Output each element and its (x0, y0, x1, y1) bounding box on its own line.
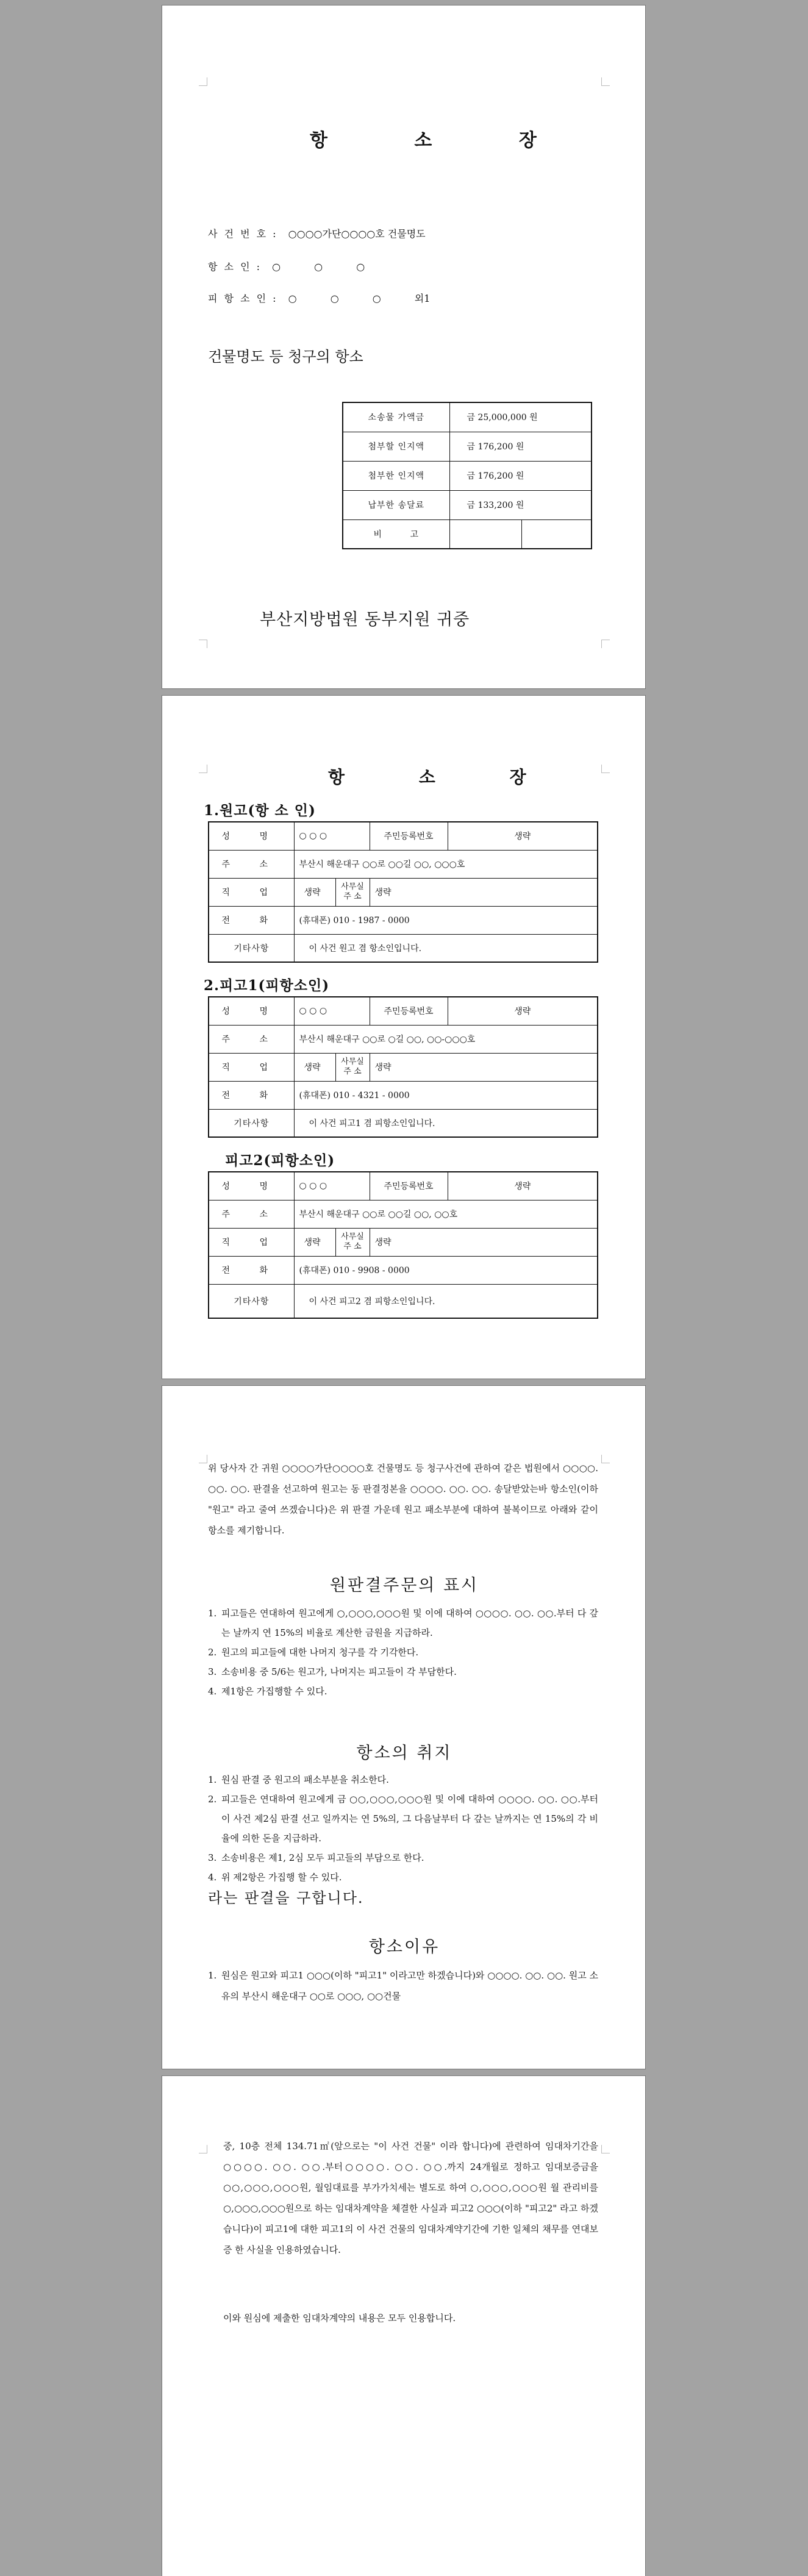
defendant2-office: 생략 (370, 1228, 598, 1256)
list-item (208, 1604, 598, 1643)
page-title: 항 소 장 (310, 130, 577, 151)
fee-table (342, 402, 592, 549)
table-row (209, 906, 598, 934)
claim-title: 건물명도 등 청구의 항소 (208, 348, 363, 365)
table-row (209, 878, 598, 906)
job-label: 직 업 (209, 1053, 294, 1081)
table-row (209, 1109, 598, 1137)
page-continuation (162, 2075, 646, 2576)
original-judgment-list (208, 1604, 598, 1701)
item-text: 피고들은 연대하여 원고에게 ○,○○○,○○○원 및 이에 대하여 ○○○○. ○○. ○○.부터 다 갚는 날까지 연 15%의 비율로 계산한 금원을 지급하라. (221, 1608, 598, 1638)
item-number: 1. (208, 1774, 217, 1785)
table-row (209, 1284, 598, 1318)
case-number-label: 사 건 번 호 : (208, 228, 278, 240)
conclusion-line: 라는 판결을 구합니다. (208, 1889, 364, 1907)
item-number: 1. (208, 1608, 217, 1619)
list-item (208, 1965, 598, 2007)
table-row (209, 934, 598, 962)
item-text: 원심 판결 중 원고의 패소부분을 취소한다. (221, 1774, 389, 1785)
list-item (208, 1682, 598, 1701)
fee-value: 금 176,200 원 (449, 432, 592, 461)
item-text: 소송비용 중 5/6는 원고가, 나머지는 피고들이 각 부담한다. (221, 1666, 457, 1677)
defendant2-id: 생략 (448, 1172, 598, 1200)
plaintiff-id: 생략 (448, 822, 598, 850)
defendant1-job: 생략 (294, 1053, 335, 1081)
address-label: 주 소 (209, 1200, 294, 1228)
table-row (343, 519, 592, 549)
fee-value: 금 133,200 원 (449, 490, 592, 519)
appellee-line (208, 291, 430, 305)
name-label: 성 명 (209, 997, 294, 1025)
office-label-line1: 사무실 (341, 882, 364, 891)
etc-label: 기타사항 (209, 934, 294, 962)
address-label: 주 소 (209, 1025, 294, 1053)
defendant1-table (208, 996, 598, 1138)
continuation-paragraph-2: 이와 원심에 제출한 임대차계약의 내용은 모두 인용합니다. (223, 2313, 456, 2324)
appellant-value: ○ ○ ○ (272, 261, 365, 273)
defendant1-name: ○ ○ ○ (294, 997, 370, 1025)
office-label-line2: 주 소 (343, 892, 362, 901)
id-label: 주민등록번호 (370, 822, 448, 850)
defendant1-address: 부산시 해운대구 ○○로 ○길 ○○, ○○-○○○호 (294, 1025, 598, 1053)
appellee-label: 피 항 소 인 : (208, 293, 278, 304)
table-row (209, 850, 598, 878)
plaintiff-office: 생략 (370, 878, 598, 906)
table-row (209, 1172, 598, 1200)
defendant2-address: 부산시 해운대구 ○○로 ○○길 ○○, ○○호 (294, 1200, 598, 1228)
defendant1-office: 생략 (370, 1053, 598, 1081)
fee-value: 금 25,000,000 원 (449, 402, 592, 432)
job-label: 직 업 (209, 878, 294, 906)
plaintiff-name: ○ ○ ○ (294, 822, 370, 850)
intro-paragraph: 위 당사자 간 귀원 ○○○○가단○○○○호 건물명도 등 청구사건에 관하여 같은 법원에서 ○○○○. ○○. ○○. 판결을 선고하여 원고는 동 판결정본을 ○○○○. ○○. ○○. 송달받았는바 항소인(이하 "원고" 라고 줄여 쓰겠습니다)은 위 판결 가운데 원고 패소부분에 대하여 불복이므로 아래와 같이 항소를 제기합니다. (208, 1463, 598, 1536)
office-label (335, 1228, 370, 1256)
name-label: 성 명 (209, 822, 294, 850)
office-label-line2: 주 소 (343, 1067, 362, 1076)
office-label-line1: 사무실 (341, 1057, 364, 1066)
address-label: 주 소 (209, 850, 294, 878)
table-row (343, 490, 592, 519)
parties-title: 항 소 장 (328, 767, 560, 787)
office-label-line2: 주 소 (343, 1242, 362, 1251)
phone-label: 전 화 (209, 1081, 294, 1109)
list-item (208, 1770, 598, 1789)
defendant2-job: 생략 (294, 1228, 335, 1256)
item-text: 제1항은 가집행할 수 있다. (221, 1686, 327, 1697)
original-judgment-heading: 원판결주문의 표시 (329, 1576, 479, 1595)
table-row (209, 1053, 598, 1081)
defendant2-table (208, 1171, 598, 1319)
defendant1-phone: (휴대폰) 010 - 4321 - 0000 (294, 1081, 598, 1109)
plaintiff-etc: 이 사건 원고 겸 항소인입니다. (294, 934, 598, 962)
table-row (209, 1228, 598, 1256)
appeal-purpose-list (208, 1770, 598, 1887)
table-row (209, 1081, 598, 1109)
fee-label: 첨부할 인지액 (343, 432, 449, 461)
appeal-purpose-heading: 항소의 취지 (356, 1744, 452, 1763)
defendant1-id: 생략 (448, 997, 598, 1025)
phone-label: 전 화 (209, 1256, 294, 1284)
table-row (343, 402, 592, 432)
table-row (343, 432, 592, 461)
office-label-line1: 사무실 (341, 1232, 364, 1241)
plaintiff-table (208, 821, 598, 963)
list-item (208, 1643, 598, 1662)
table-row (209, 822, 598, 850)
continuation-paragraph: 중, 10층 전체 134.71㎡(앞으로는 "이 사건 건물" 이라 합니다)에 관련하여 임대차기간을 ○○○○. ○○. ○○.부터○○○○. ○○. ○○.까지 24개월로 정하고 임대보증금을 ○○,○○○,○○○원, 월임대료를 부가가치세는 별도로 하여 ○,○○○,○○○원 월 관리비를 ○,○○○,○○○원으로 하는 임대차계약을 체결한 사실과 피고2 ○○○(이하 "피고2" 라고 하겠습니다)이 피고1에 대한 피고1의 이 사건 건물의 임대차계약기간에 기한 일체의 채무를 연대보증 한 사실을 인용하였습니다. (223, 2141, 598, 2255)
defendant1-etc: 이 사건 피고1 겸 피항소인입니다. (294, 1109, 598, 1137)
table-row (343, 461, 592, 490)
etc-label: 기타사항 (209, 1109, 294, 1137)
appellant-label: 항 소 인 : (208, 261, 262, 273)
table-row (209, 1200, 598, 1228)
defendant2-name: ○ ○ ○ (294, 1172, 370, 1200)
fee-value: 금 176,200 원 (449, 461, 592, 490)
item-text: 원심은 원고와 피고1 ○○○(이하 "피고1" 이라고만 하겠습니다)와 ○○○○. ○○. ○○. 원고 소유의 부산시 해운대구 ○○로 ○○○, ○○건물 (221, 1970, 598, 2002)
list-item (208, 1848, 598, 1868)
appellee-value: ○ ○ ○ 외1 (288, 293, 431, 304)
item-text: 소송비용은 제1, 2심 모두 피고들의 부담으로 한다. (221, 1852, 424, 1863)
item-number: 1. (208, 1970, 217, 1981)
plaintiff-phone: (휴대폰) 010 - 1987 - 0000 (294, 906, 598, 934)
fee-label: 소송물 가액금 (343, 402, 449, 432)
page-cover (162, 5, 646, 689)
case-number-line (208, 226, 426, 240)
id-label: 주민등록번호 (370, 1172, 448, 1200)
id-label: 주민등록번호 (370, 997, 448, 1025)
item-text: 위 제2항은 가집행 할 수 있다. (221, 1872, 342, 1883)
appellant-line (208, 259, 365, 273)
defendant2-phone: (휴대폰) 010 - 9908 - 0000 (294, 1256, 598, 1284)
page-claims (162, 1385, 646, 2069)
job-label: 직 업 (209, 1228, 294, 1256)
list-item (208, 1662, 598, 1682)
table-row (209, 1025, 598, 1053)
plaintiff-heading: 1.원고(항 소 인) (204, 802, 316, 819)
office-label (335, 878, 370, 906)
office-label (335, 1053, 370, 1081)
appeal-reason-list (208, 1965, 598, 2007)
fee-value (449, 519, 521, 549)
page-parties (162, 695, 646, 1379)
item-number: 2. (208, 1794, 217, 1805)
name-label: 성 명 (209, 1172, 294, 1200)
defendant2-etc: 이 사건 피고2 겸 피항소인입니다. (294, 1284, 598, 1318)
fee-label: 납부한 송달료 (343, 490, 449, 519)
court-name: 부산지방법원 동부지원 귀중 (260, 610, 470, 629)
table-row (209, 997, 598, 1025)
defendant1-heading: 2.피고1(피항소인) (204, 977, 330, 994)
phone-label: 전 화 (209, 906, 294, 934)
fee-empty-cell (521, 519, 592, 549)
item-number: 4. (208, 1872, 217, 1883)
item-text: 피고들은 연대하여 원고에게 금 ○○,○○○,○○○원 및 이에 대하여 ○○○○. ○○. ○○.부터 이 사건 제2심 판결 선고 일까지는 연 5%의, 그 다음날부터 다 갚는 날까지는 연 15%의 각 비율에 의한 돈을 지급하라. (221, 1794, 598, 1844)
list-item (208, 1789, 598, 1848)
table-row (209, 1256, 598, 1284)
item-number: 3. (208, 1666, 217, 1677)
item-number: 3. (208, 1852, 217, 1863)
plaintiff-address: 부산시 해운대구 ○○로 ○○길 ○○, ○○○호 (294, 850, 598, 878)
defendant2-heading: 피고2(피항소인) (225, 1152, 335, 1169)
item-text: 원고의 피고들에 대한 나머지 청구를 각 기각한다. (221, 1647, 419, 1658)
fee-label: 첨부한 인지액 (343, 461, 449, 490)
item-number: 4. (208, 1686, 217, 1697)
etc-label: 기타사항 (209, 1284, 294, 1318)
list-item (208, 1868, 598, 1887)
item-number: 2. (208, 1647, 217, 1658)
fee-label: 비 고 (343, 519, 449, 549)
plaintiff-job: 생략 (294, 878, 335, 906)
appeal-reason-heading: 항소이유 (368, 1938, 440, 1957)
case-number-value: ○○○○가단○○○○호 건물명도 (288, 228, 426, 240)
